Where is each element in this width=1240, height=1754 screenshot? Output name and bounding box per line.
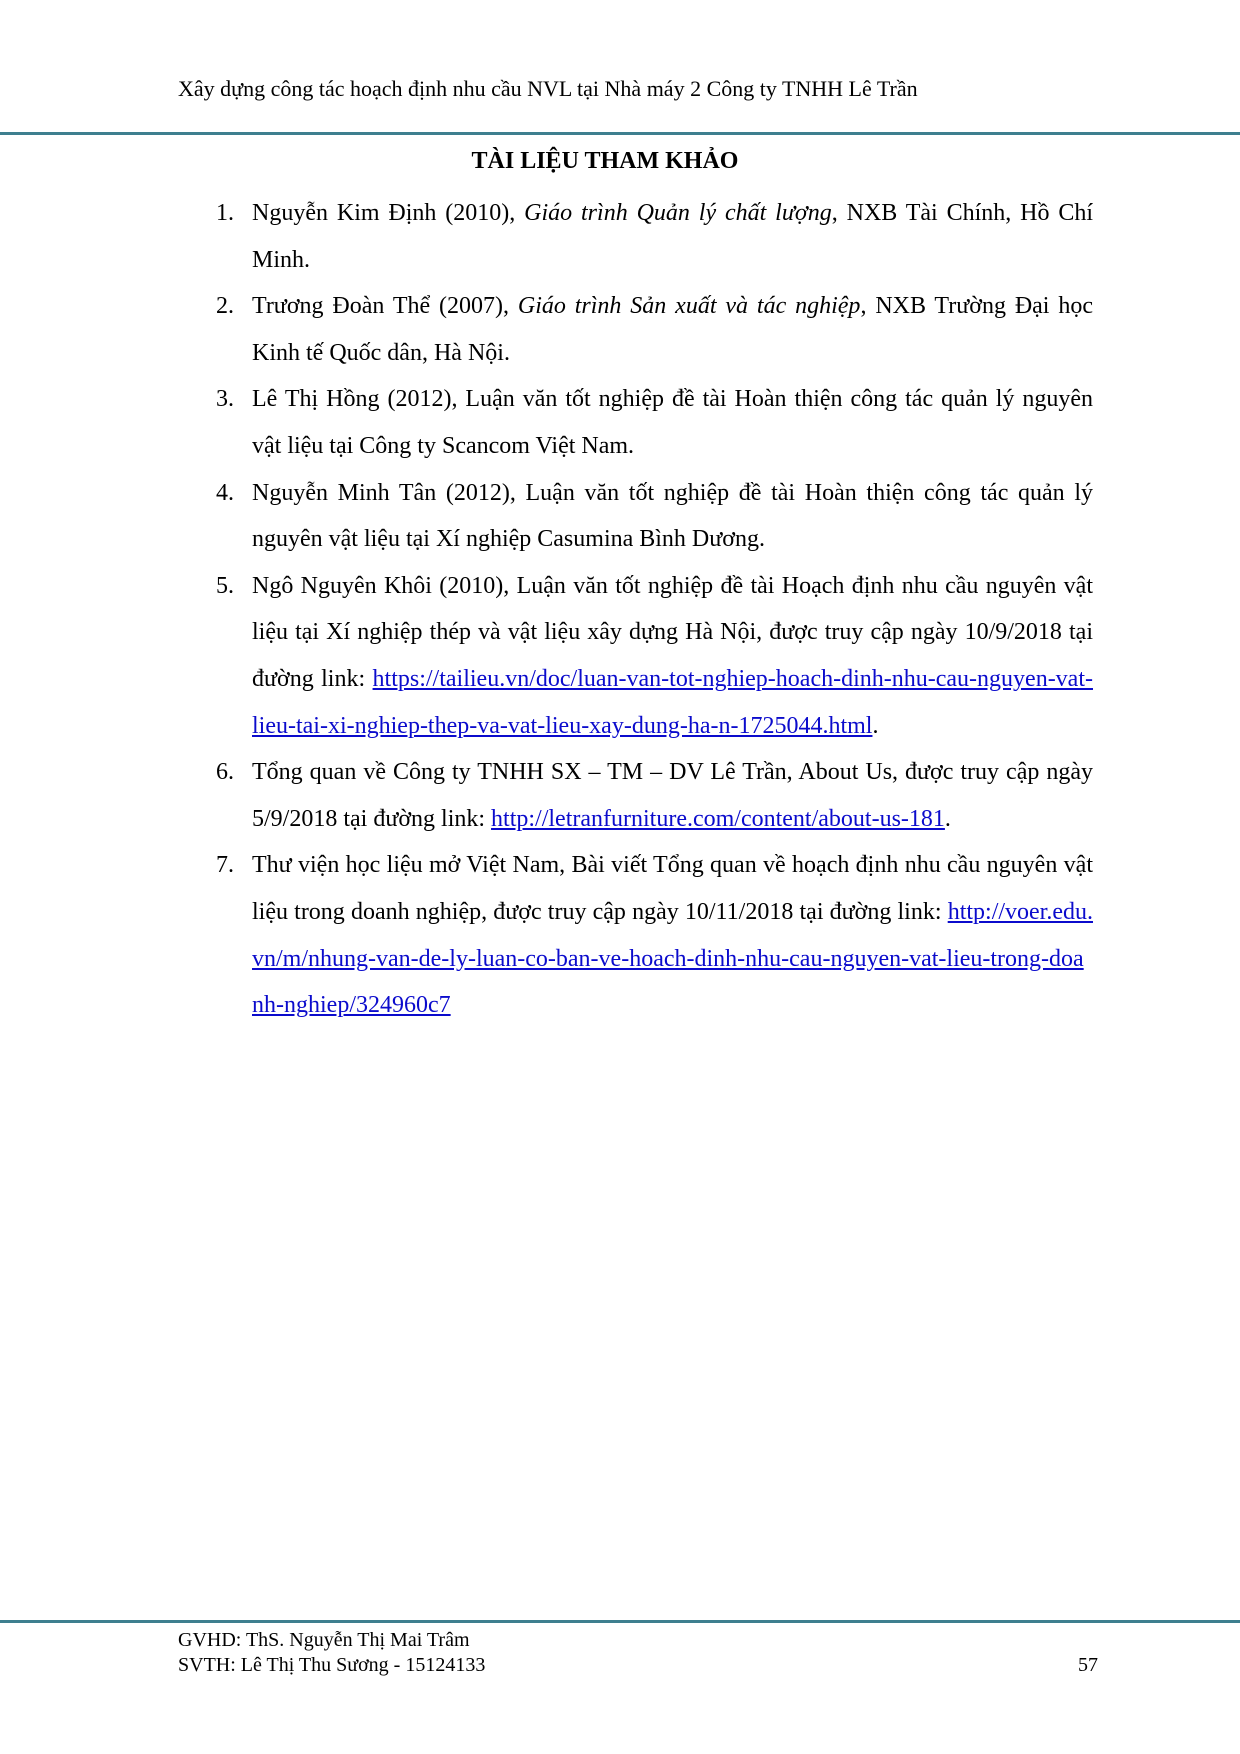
reference-item (216, 470, 1093, 563)
advisor-line: GVHD: ThS. Nguyễn Thị Mai Trâm (178, 1629, 470, 1651)
reference-number: 3. (216, 386, 234, 413)
reference-link[interactable]: https://tailieu.vn/doc/luan-van-tot-nghiep-hoach-dinh-nhu-cau-nguyen-vat-lieu-tai-xi-nghiep-thep-va-vat-lieu-xay-dung-ha-n-1725044.html (252, 665, 1093, 739)
reference-link[interactable]: http://voer.edu.vn/m/nhung-van-de-ly-luan-co-ban-ve-hoach-dinh-nhu-cau-nguyen-vat-lieu-trong-doanh-nghiep/324960c7 (252, 898, 1093, 1019)
reference-author: Nguyễn Kim Định (2010), (252, 200, 525, 226)
student-line: SVTH: Lê Thị Thu Sương - 15124133 (178, 1654, 486, 1676)
reference-number: 2. (216, 293, 234, 320)
reference-link[interactable]: http://letranfurniture.com/content/about-us-181 (491, 805, 945, 832)
reference-description: Ngô Nguyên Khôi (2010), Luận văn tốt nghiệp đề tài Hoạch định nhu cầu nguyên vật liệu tại Xí nghiệp thép và vật liệu xây dựng Hà Nội, được truy cập ngày 10/9/2018 tại đường link: (252, 572, 1093, 692)
reference-text (252, 190, 1093, 283)
section-title: TÀI LIỆU THAM KHẢO (471, 148, 739, 174)
reference-number: 1. (216, 200, 234, 226)
page-footer (178, 1628, 1098, 1678)
reference-item (216, 283, 1093, 376)
reference-item (216, 376, 1093, 469)
reference-text: Lê Thị Hồng (2012), Luận văn tốt nghiệp đề tài Hoàn thiện công tác quản lý nguyên vật liệu tại Công ty Scancom Việt Nam. (252, 386, 1093, 459)
reference-text (252, 842, 1093, 1028)
reference-text: Nguyễn Minh Tân (2012), Luận văn tốt nghiệp đề tài Hoàn thiện công tác quản lý nguyên vật liệu tại Xí nghiệp Casumina Bình Dương. (252, 479, 1093, 553)
running-header: Xây dựng công tác hoạch định nhu cầu NVL tại Nhà máy 2 Công ty TNHH Lê Trần (178, 76, 918, 101)
reference-tail: . (944, 805, 951, 832)
reference-publisher: , NXB Tài Chính, Hồ Chí Minh. (252, 200, 1094, 273)
reference-text (252, 283, 1093, 376)
reference-publisher: , NXB Trường Đại học Kinh tế Quốc dân, Hà Nội. (252, 293, 1093, 366)
reference-number: 4. (216, 479, 234, 506)
reference-item (216, 563, 1093, 749)
page-number: 57 (1078, 1654, 1098, 1676)
reference-number: 5. (216, 572, 234, 599)
reference-item (216, 842, 1093, 1028)
reference-number: 6. (216, 759, 234, 786)
reference-book-title: Giáo trình Quản lý chất lượng (524, 200, 832, 226)
footer-rule (0, 1620, 1240, 1623)
reference-description: Tổng quan về Công ty TNHH SX – TM – DV Lê Trần, About Us, được truy cập ngày 5/9/2018 tại đường link: (252, 759, 1093, 832)
reference-text (252, 563, 1093, 749)
reference-tail: . (872, 712, 879, 739)
reference-item (216, 749, 1093, 842)
reference-book-title: Giáo trình Sản xuất và tác nghiệp (517, 293, 861, 320)
reference-number: 7. (216, 852, 234, 879)
header-rule (0, 132, 1240, 135)
reference-item (216, 190, 1093, 283)
reference-list (216, 190, 1093, 1029)
reference-author: Trương Đoàn Thể (2007), (252, 293, 518, 320)
reference-text (252, 749, 1093, 842)
reference-description: Thư viện học liệu mở Việt Nam, Bài viết Tổng quan về hoạch định nhu cầu nguyên vật liệu trong doanh nghiệp, được truy cập ngày 10/11/2018 tại đường link: (252, 852, 1093, 925)
